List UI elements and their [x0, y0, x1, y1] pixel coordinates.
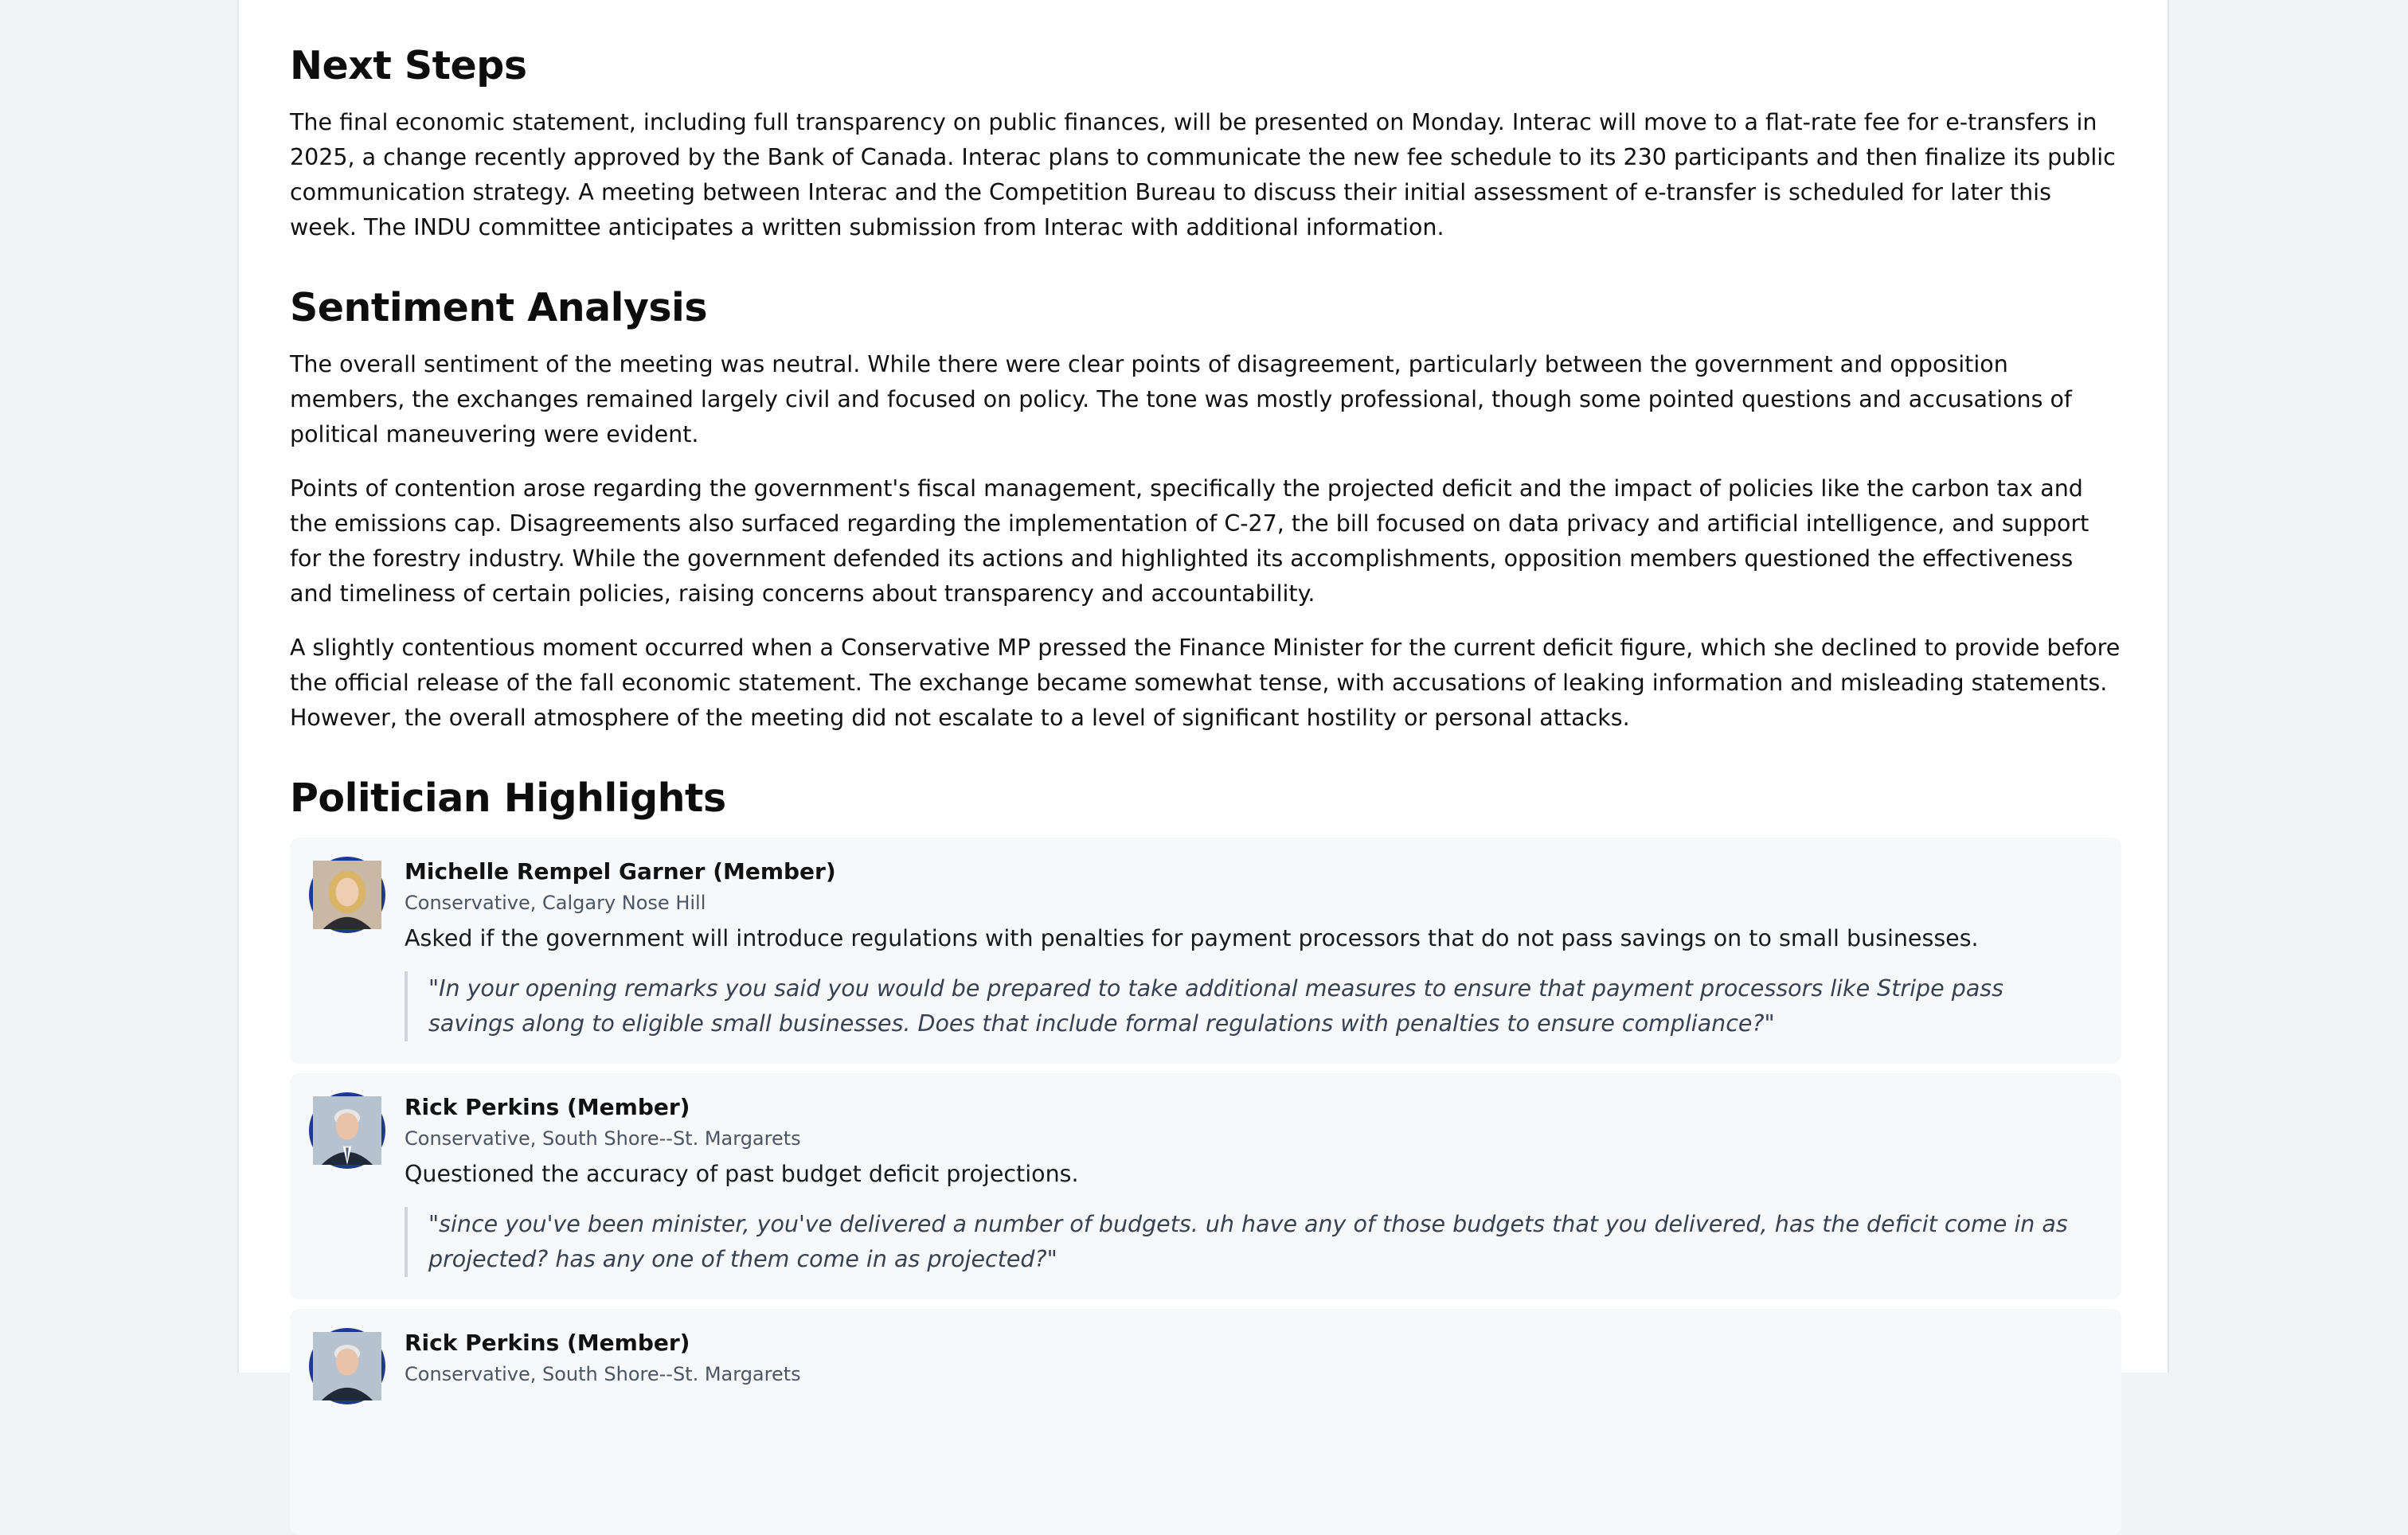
- politician-quote: "In your opening remarks you said you would be prepared to take additional measures to ensure that payment processors like Stripe pass savings along to eligible small businesses. Does that include formal regulations with penalties to ensure compliance?": [405, 971, 2093, 1041]
- sentiment-analysis-body: [290, 347, 2121, 736]
- sentiment-paragraph: The overall sentiment of the meeting was neutral. While there were clear points of disagreement, particularly between the government and opposition members, the exchanges remained largely civil and focused on policy. The tone was mostly professional, though some pointed questions and accusations of political maneuvering were evident.: [290, 351, 2072, 447]
- politician-affiliation: Conservative, South Shore--St. Margarets: [405, 1127, 801, 1150]
- politician-card: [290, 1309, 2121, 1535]
- portrait-man-icon: [313, 1096, 381, 1165]
- politician-quote: "since you've been minister, you've delivered a number of budgets. uh have any of those budgets that you delivered, has the deficit come in as projected? has any one of them come in as projected?": [405, 1207, 2093, 1277]
- politician-affiliation: Conservative, South Shore--St. Margarets: [405, 1363, 801, 1385]
- politician-name: Rick Perkins (Member): [405, 1094, 690, 1120]
- next-steps-paragraph: The final economic statement, including full transparency on public finances, will be presented on Monday. Interac will move to a flat-rate fee for e-transfers in 2025, a change recently approved by the Bank of Canada. Interac plans to communicate the new fee schedule to its 230 participants and then finalize its public communication strategy. A meeting between Interac and the Competition Bureau to discuss their initial assessment of e-transfer is scheduled for later this week. The INDU committee anticipates a written submission from Interac with additional information.: [290, 109, 2116, 240]
- portrait-woman-icon: [313, 861, 381, 929]
- portrait-man-icon: [313, 1332, 381, 1400]
- politician-card: [290, 1073, 2121, 1299]
- politician-highlights-heading: Politician Highlights: [290, 775, 726, 821]
- politician-card: [290, 838, 2121, 1064]
- next-steps-heading: Next Steps: [290, 43, 527, 88]
- politician-affiliation: Conservative, Calgary Nose Hill: [405, 892, 706, 914]
- avatar: [309, 1092, 385, 1169]
- politician-name: Rick Perkins (Member): [405, 1330, 690, 1356]
- politician-name: Michelle Rempel Garner (Member): [405, 858, 836, 885]
- sentiment-paragraph: Points of contention arose regarding the government's fiscal management, specifically the projected deficit and the impact of policies like the carbon tax and the emissions cap. Disagreements also surfaced regarding the implementation of C-27, the bill focused on data privacy and artificial intelligence, and support for the forestry industry. While the government defended its actions and highlighted its accomplishments, opposition members questioned the effectiveness and timeliness of certain policies, raising concerns about transparency and accountability.: [290, 475, 2089, 607]
- avatar: [309, 857, 385, 933]
- sentiment-paragraph: A slightly contentious moment occurred when a Conservative MP pressed the Finance Minister for the current deficit figure, which she declined to provide before the official release of the fall economic statement. The exchange became somewhat tense, with accusations of leaking information and misleading statements. However, the overall atmosphere of the meeting did not escalate to a level of significant hostility or personal attacks.: [290, 635, 2121, 731]
- avatar: [309, 1328, 385, 1404]
- sentiment-analysis-heading: Sentiment Analysis: [290, 285, 708, 330]
- politician-summary: Questioned the accuracy of past budget deficit projections.: [405, 1161, 1079, 1187]
- politician-summary: Asked if the government will introduce regulations with penalties for payment processors that do not pass savings on to small businesses.: [405, 925, 1979, 951]
- report-page: [237, 0, 2169, 1385]
